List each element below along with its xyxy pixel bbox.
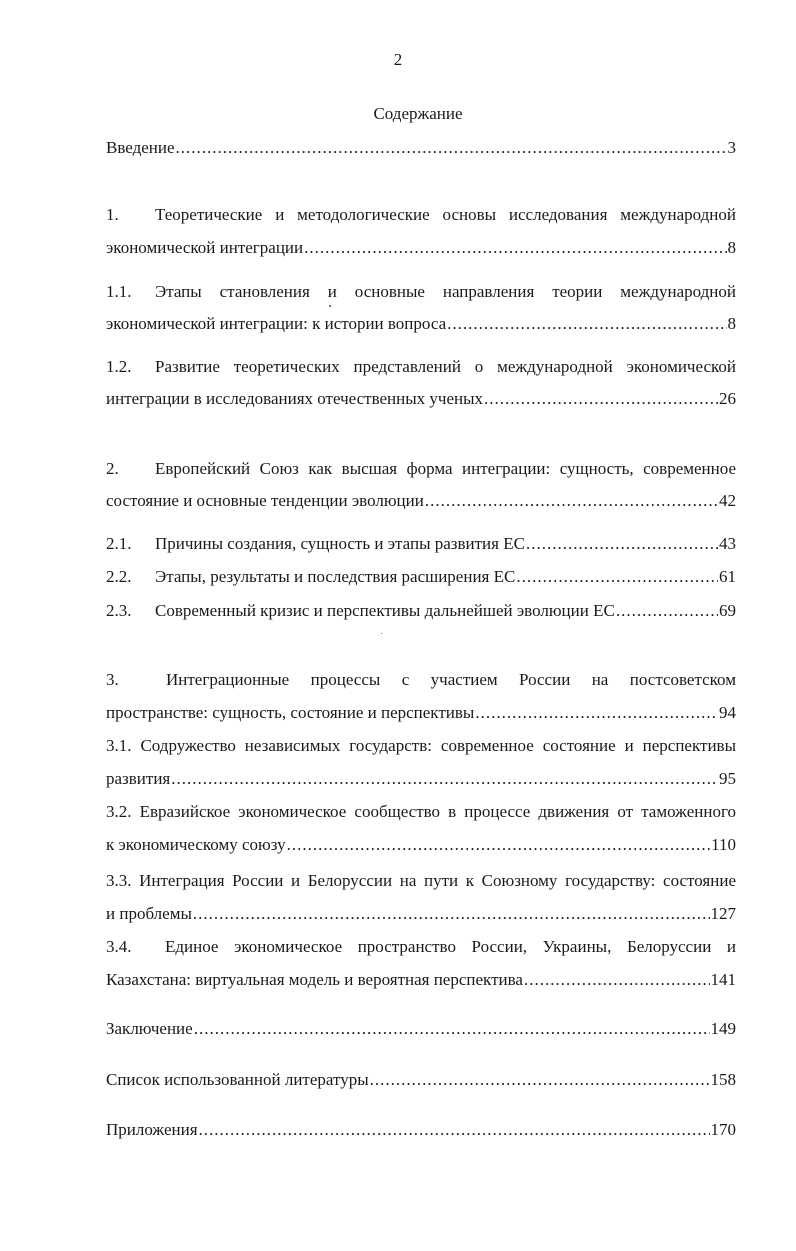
toc-page: 8	[727, 314, 736, 333]
toc-label: Развитие теоретических представлений о международной экономической	[155, 357, 736, 376]
toc-entry-1-1-line-1	[106, 282, 736, 302]
toc-entry-3-2-line-1: 3.2. Евразийское экономическое сообщество в процессе движения от таможенного	[106, 802, 736, 821]
dot-leader	[171, 769, 718, 789]
toc-label: Этапы, результаты и последствия расширения ЕС	[155, 567, 516, 586]
toc-number: 2.	[106, 459, 119, 478]
toc-entry-chapter-1-line-1	[106, 205, 736, 225]
toc-number: 2.1.	[106, 534, 132, 553]
toc-page: 26	[719, 389, 736, 408]
toc-label: Причины создания, сущность и этапы развития ЕС	[155, 534, 525, 553]
toc-number: 1.1.	[106, 282, 132, 301]
toc-entry-3-3-line-2	[106, 904, 736, 924]
toc-entry-references	[106, 1070, 736, 1090]
toc-page: 94	[719, 703, 736, 722]
toc-number: 2.2.	[106, 567, 132, 586]
dot-leader	[176, 138, 727, 158]
toc-label: Заключение	[106, 1019, 193, 1038]
toc-entry-2-1	[106, 534, 736, 554]
toc-page: 8	[727, 238, 736, 257]
dot-leader	[287, 835, 711, 855]
toc-number: 1.	[106, 205, 119, 224]
toc-entry-3-4-line-1	[106, 937, 736, 957]
dot-leader	[447, 314, 726, 334]
toc-page: 127	[710, 904, 736, 923]
dot-leader	[475, 703, 718, 723]
toc-entry-chapter-3-line-1	[106, 670, 736, 690]
toc-label: пространстве: сущность, состояние и перспективы	[106, 703, 475, 722]
dot-leader	[370, 1070, 710, 1090]
toc-entry-appendix	[106, 1120, 736, 1140]
dot-leader	[193, 904, 710, 924]
toc-label: Казахстана: виртуальная модель и вероятная перспектива	[106, 970, 523, 989]
toc-entry-chapter-2-line-1	[106, 459, 736, 479]
toc-entry-2-2	[106, 567, 736, 587]
toc-label: Единое экономическое пространство России, Украины, Белоруссии и	[165, 937, 736, 956]
toc-page: 158	[710, 1070, 736, 1089]
dot-leader	[616, 601, 718, 621]
toc-label: Европейский Союз как высшая форма интеграции: сущность, современное	[155, 459, 736, 478]
toc-entry-3-1-line-1: 3.1. Содружество независимых государств: современное состояние и перспективы	[106, 736, 736, 755]
toc-number: 1.2.	[106, 357, 132, 376]
toc-label: Введение	[106, 138, 175, 157]
toc-entry-3-4-line-2	[106, 970, 736, 990]
toc-label: экономической интеграции	[106, 238, 304, 257]
toc-entry-1-1-line-2	[106, 314, 736, 334]
toc-entry-chapter-2-line-2	[106, 491, 736, 511]
toc-page: 69	[719, 601, 736, 620]
dot-leader	[524, 970, 710, 990]
toc-label: Приложения	[106, 1120, 198, 1139]
dot-leader	[194, 1019, 710, 1039]
toc-entry-1-2-line-2	[106, 389, 736, 409]
dot-leader	[425, 491, 718, 511]
toc-entry-3-3-line-1: 3.3. Интеграция России и Белоруссии на пути к Союзному государству: состояние	[106, 871, 736, 890]
toc-label: Современный кризис и перспективы дальнейшей эволюции ЕС	[155, 601, 615, 620]
dot-leader	[304, 238, 726, 258]
toc-entry-chapter-1-line-2	[106, 238, 736, 258]
toc-label: к экономическому союзу	[106, 835, 286, 854]
scan-speck	[381, 633, 382, 634]
toc-label: экономической интеграции: к истории вопроса	[106, 314, 447, 333]
toc-number: 2.3.	[106, 601, 132, 620]
scan-speck	[329, 305, 331, 307]
toc-label: Интеграционные процессы с участием России на постсоветском	[166, 670, 736, 689]
toc-entry-intro	[106, 138, 736, 158]
toc-label: развития	[106, 769, 171, 788]
toc-page: 110	[711, 835, 736, 854]
dot-leader	[199, 1120, 710, 1140]
toc-page: 141	[710, 970, 736, 989]
page-title: Содержание	[373, 104, 463, 123]
toc-page: 43	[719, 534, 736, 553]
dot-leader	[526, 534, 718, 554]
toc-label: Список использованной литературы	[106, 1070, 369, 1089]
toc-page: 95	[719, 769, 736, 788]
toc-entry-2-3	[106, 601, 736, 621]
dot-leader	[484, 389, 718, 409]
toc-number: 3.4.	[106, 937, 132, 956]
toc-page: 149	[710, 1019, 736, 1038]
toc-entry-1-2-line-1	[106, 357, 736, 377]
toc-label: и проблемы	[106, 904, 192, 923]
dot-leader	[516, 567, 718, 587]
toc-page: 61	[719, 567, 736, 586]
toc-number: 3.	[106, 670, 119, 689]
toc-label: Теоретические и методологические основы исследования международной	[155, 205, 736, 224]
toc-page: 3	[727, 138, 736, 157]
toc-label: Этапы становления и основные направления теории международной	[155, 282, 736, 301]
toc-entry-3-2-line-2	[106, 835, 736, 855]
toc-label: интеграции в исследованиях отечественных ученых	[106, 389, 484, 408]
toc-label: состояние и основные тенденции эволюции	[106, 491, 424, 510]
toc-page: 170	[710, 1120, 736, 1139]
toc-entry-chapter-3-line-2	[106, 703, 736, 723]
toc-page: 42	[719, 491, 736, 510]
page-number: 2	[393, 50, 403, 69]
toc-entry-conclusion	[106, 1019, 736, 1039]
toc-entry-3-1-line-2	[106, 769, 736, 789]
